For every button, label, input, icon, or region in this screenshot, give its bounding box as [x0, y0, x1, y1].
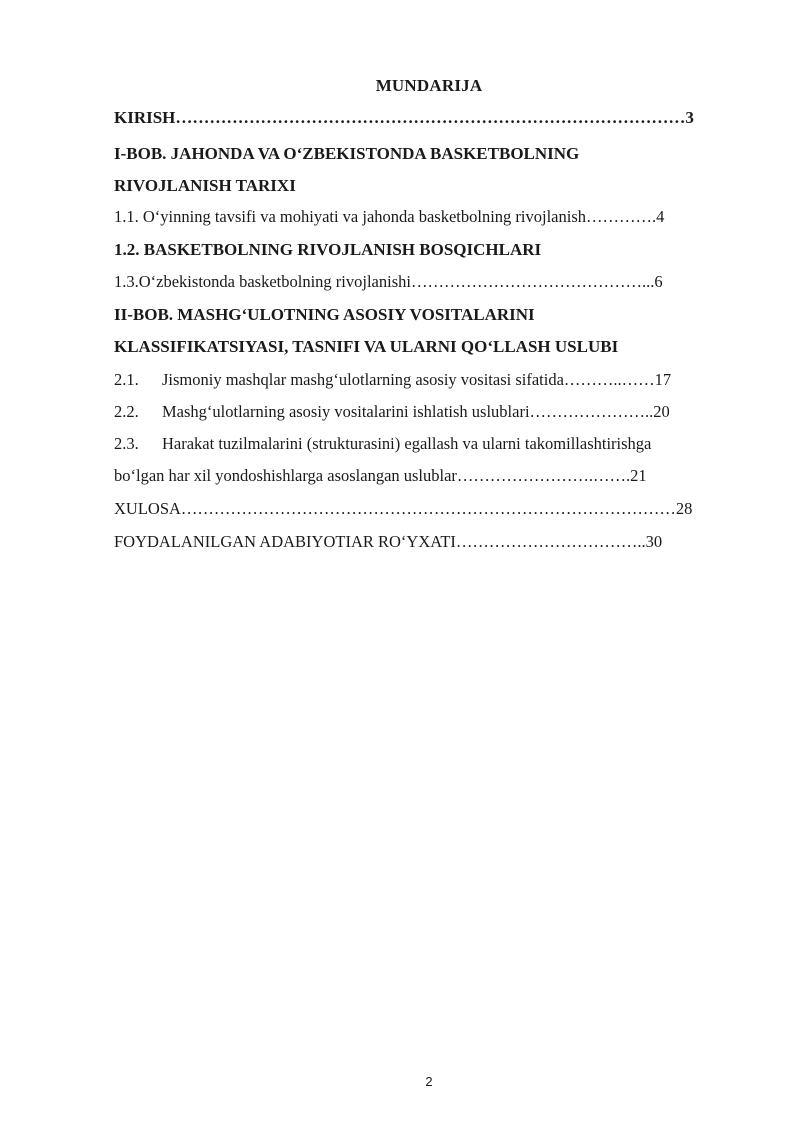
toc-entry-references: FOYDALANILGAN ADABIYOTIAR RO‘YXATI……………………………..30	[114, 532, 663, 551]
toc-entry-text: Jismoniy mashqlar mashg‘ulotlarning asosiy vositasi sifatida………..……17	[162, 370, 672, 389]
toc-entry-number: 2.2.	[114, 402, 139, 421]
toc-chapter-2-title-line-2: KLASSIFIKATSIYASI, TASNIFI VA ULARNI QO‘LLASH USLUBI	[114, 337, 619, 356]
toc-entry-xulosa: XULOSA………………………………………………………………………………28	[114, 499, 693, 518]
toc-entry-2-3-continuation: bo‘lgan har xil yondoshishlarga asoslangan uslublar…………………….…….21	[114, 466, 647, 485]
toc-entry-1-3: 1.3.O‘zbekistonda basketbolning rivojlanishi……………………………………...6	[114, 272, 663, 291]
toc-entry-kirish: KIRISH………………………………………………………………………………3	[114, 108, 694, 127]
toc-entry-2-1	[114, 370, 742, 390]
toc-chapter-1-title-line-2: RIVOJLANISH TARIXI	[114, 176, 296, 195]
toc-entry-text: Mashg‘ulotlarning asosiy vositalarini ishlatish uslublari…………………..20	[162, 402, 670, 421]
toc-entry-1-1: 1.1. O‘yinning tavsifi va mohiyati va jahonda basketbolning rivojlanish………….4	[114, 207, 665, 226]
page-number: 2	[425, 1074, 433, 1089]
page-title: MUNDARIJA	[375, 76, 483, 95]
toc-entry-2-2	[114, 402, 742, 422]
toc-entry-text: Harakat tuzilmalarini (strukturasini) egallash va ularni takomillashtirishga	[162, 434, 652, 453]
toc-entry-2-3	[114, 434, 742, 454]
toc-chapter-1-title-line-1: I-BOB. JAHONDA VA O‘ZBEKISTONDA BASKETBOLNING	[114, 144, 580, 163]
toc-entry-1-2: 1.2. BASKETBOLNING RIVOJLANISH BOSQICHLARI	[114, 240, 542, 259]
toc-entry-number: 2.3.	[114, 434, 139, 453]
toc-entry-number: 2.1.	[114, 370, 139, 389]
toc-chapter-2-title-line-1: II-BOB. MASHG‘ULOTNING ASOSIY VOSITALARINI	[114, 305, 535, 324]
